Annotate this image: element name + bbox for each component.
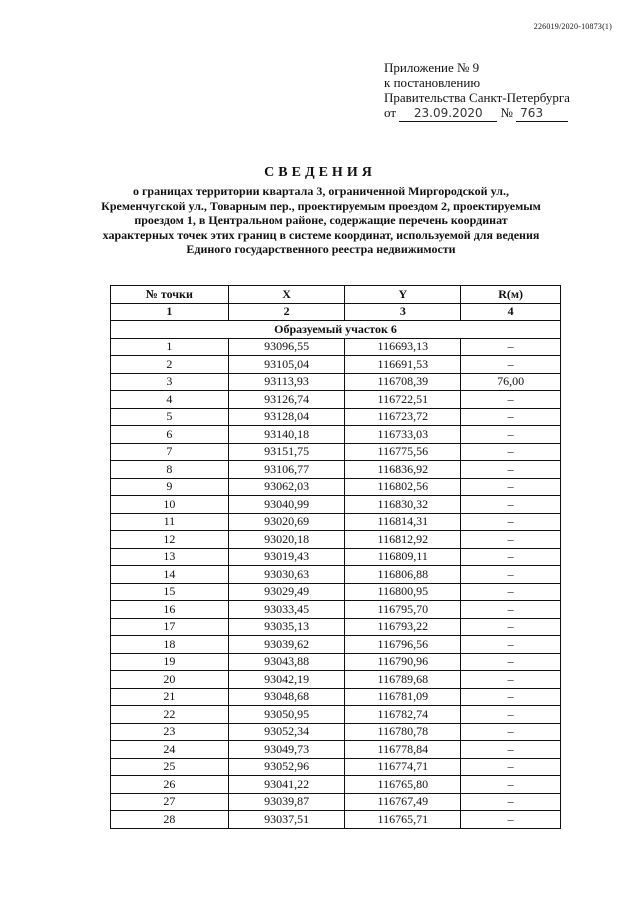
y-coordinate-cell: 116782,74 <box>345 706 461 724</box>
table-row <box>111 776 561 794</box>
x-coordinate-cell: 93052,96 <box>228 758 345 776</box>
handwritten-date: 23.09.2020 <box>399 106 497 122</box>
point-number-cell: 22 <box>111 706 229 724</box>
table-row <box>111 408 561 426</box>
point-number-cell: 19 <box>111 653 229 671</box>
point-number-cell: 15 <box>111 583 229 601</box>
table-row <box>111 741 561 759</box>
radius-cell: – <box>461 566 561 584</box>
point-number-cell: 27 <box>111 793 229 811</box>
y-coordinate-cell: 116802,56 <box>345 478 461 496</box>
radius-cell: – <box>461 671 561 689</box>
document-number: 226019/2020-10873(1) <box>533 22 612 31</box>
point-number-cell: 2 <box>111 356 229 374</box>
radius-cell: – <box>461 513 561 531</box>
column-index-row <box>111 303 561 321</box>
radius-cell: – <box>461 758 561 776</box>
radius-cell: – <box>461 478 561 496</box>
y-coordinate-cell: 116793,22 <box>345 618 461 636</box>
radius-cell: – <box>461 338 561 356</box>
table-row <box>111 688 561 706</box>
radius-cell: – <box>461 636 561 654</box>
y-coordinate-cell: 116733,03 <box>345 426 461 444</box>
table-row <box>111 478 561 496</box>
table-row <box>111 723 561 741</box>
point-number-cell: 26 <box>111 776 229 794</box>
table-row <box>111 618 561 636</box>
y-coordinate-cell: 116767,49 <box>345 793 461 811</box>
x-coordinate-cell: 93050,95 <box>228 706 345 724</box>
table-row <box>111 426 561 444</box>
point-number-cell: 21 <box>111 688 229 706</box>
point-number-cell: 20 <box>111 671 229 689</box>
radius-cell: – <box>461 723 561 741</box>
index-cell: 2 <box>228 303 345 321</box>
x-coordinate-cell: 93151,75 <box>228 443 345 461</box>
x-coordinate-cell: 93042,19 <box>228 671 345 689</box>
y-coordinate-cell: 116775,56 <box>345 443 461 461</box>
index-cell: 3 <box>345 303 461 321</box>
table-row <box>111 373 561 391</box>
point-number-cell: 9 <box>111 478 229 496</box>
table-row <box>111 391 561 409</box>
x-coordinate-cell: 93019,43 <box>228 548 345 566</box>
x-coordinate-cell: 93037,51 <box>228 811 345 829</box>
y-coordinate-cell: 116774,71 <box>345 758 461 776</box>
coordinates-table <box>110 285 561 829</box>
point-number-cell: 25 <box>111 758 229 776</box>
point-number-cell: 24 <box>111 741 229 759</box>
point-number-cell: 8 <box>111 461 229 479</box>
radius-cell: – <box>461 741 561 759</box>
y-coordinate-cell: 116789,68 <box>345 671 461 689</box>
table-row <box>111 443 561 461</box>
table-row <box>111 793 561 811</box>
point-number-cell: 17 <box>111 618 229 636</box>
appendix-line-1: Приложение № 9 <box>384 60 480 75</box>
radius-cell: – <box>461 496 561 514</box>
table-row <box>111 566 561 584</box>
y-coordinate-cell: 116806,88 <box>345 566 461 584</box>
x-coordinate-cell: 93052,34 <box>228 723 345 741</box>
table-row <box>111 601 561 619</box>
x-coordinate-cell: 93029,49 <box>228 583 345 601</box>
x-coordinate-cell: 93062,03 <box>228 478 345 496</box>
point-number-cell: 28 <box>111 811 229 829</box>
x-coordinate-cell: 93128,04 <box>228 408 345 426</box>
x-coordinate-cell: 93126,74 <box>228 391 345 409</box>
x-coordinate-cell: 93048,68 <box>228 688 345 706</box>
table-row <box>111 461 561 479</box>
radius-cell: – <box>461 776 561 794</box>
radius-cell: – <box>461 793 561 811</box>
y-coordinate-cell: 116722,51 <box>345 391 461 409</box>
point-number-cell: 6 <box>111 426 229 444</box>
point-number-cell: 10 <box>111 496 229 514</box>
y-coordinate-cell: 116790,96 <box>345 653 461 671</box>
point-number-cell: 16 <box>111 601 229 619</box>
radius-cell: – <box>461 443 561 461</box>
y-coordinate-cell: 116780,78 <box>345 723 461 741</box>
y-coordinate-cell: 116809,11 <box>345 548 461 566</box>
y-coordinate-cell: 116691,53 <box>345 356 461 374</box>
x-coordinate-cell: 93035,13 <box>228 618 345 636</box>
y-coordinate-cell: 116708,39 <box>345 373 461 391</box>
table-row <box>111 706 561 724</box>
y-coordinate-cell: 116800,95 <box>345 583 461 601</box>
point-number-cell: 14 <box>111 566 229 584</box>
radius-cell: – <box>461 618 561 636</box>
table-row <box>111 636 561 654</box>
y-coordinate-cell: 116781,09 <box>345 688 461 706</box>
y-coordinate-cell: 116812,92 <box>345 531 461 549</box>
y-coordinate-cell: 116765,71 <box>345 811 461 829</box>
x-coordinate-cell: 93020,69 <box>228 513 345 531</box>
y-coordinate-cell: 116836,92 <box>345 461 461 479</box>
table-row <box>111 653 561 671</box>
table-row <box>111 811 561 829</box>
number-prefix: № <box>500 105 513 120</box>
point-number-cell: 11 <box>111 513 229 531</box>
point-number-cell: 1 <box>111 338 229 356</box>
radius-cell: – <box>461 548 561 566</box>
y-coordinate-cell: 116796,56 <box>345 636 461 654</box>
radius-cell: – <box>461 601 561 619</box>
section-title: Образуемый участок 6 <box>111 321 561 339</box>
handwritten-number: 763 <box>516 106 568 122</box>
radius-cell: – <box>461 811 561 829</box>
point-number-cell: 13 <box>111 548 229 566</box>
table-row <box>111 548 561 566</box>
x-coordinate-cell: 93140,18 <box>228 426 345 444</box>
x-coordinate-cell: 93043,88 <box>228 653 345 671</box>
table-row <box>111 531 561 549</box>
appendix-line-2: к постановлению <box>384 75 481 90</box>
table-row <box>111 496 561 514</box>
document-subtitle: о границах территории квартала 3, ограниченной Миргородской ул., Кременчугской ул., Товарным пер., проектируемым проездом 2, проектируемым проездом 1, в Центральном районе, содержащие перечень координат характерных точек этих границ в системе координат, используемой для ведения Единого государственного реестра недвижимости <box>101 184 541 256</box>
radius-cell: – <box>461 583 561 601</box>
x-coordinate-cell: 93039,87 <box>228 793 345 811</box>
header-x: X <box>228 286 345 304</box>
point-number-cell: 7 <box>111 443 229 461</box>
y-coordinate-cell: 116795,70 <box>345 601 461 619</box>
x-coordinate-cell: 93113,93 <box>228 373 345 391</box>
index-cell: 1 <box>111 303 229 321</box>
y-coordinate-cell: 116723,72 <box>345 408 461 426</box>
radius-cell: – <box>461 706 561 724</box>
point-number-cell: 4 <box>111 391 229 409</box>
y-coordinate-cell: 116778,84 <box>345 741 461 759</box>
section-row <box>111 321 561 339</box>
x-coordinate-cell: 93105,04 <box>228 356 345 374</box>
point-number-cell: 23 <box>111 723 229 741</box>
table-row <box>111 671 561 689</box>
x-coordinate-cell: 93020,18 <box>228 531 345 549</box>
radius-cell: – <box>461 391 561 409</box>
x-coordinate-cell: 93106,77 <box>228 461 345 479</box>
y-coordinate-cell: 116765,80 <box>345 776 461 794</box>
x-coordinate-cell: 93041,22 <box>228 776 345 794</box>
point-number-cell: 5 <box>111 408 229 426</box>
radius-cell: – <box>461 461 561 479</box>
radius-cell: – <box>461 653 561 671</box>
radius-cell: – <box>461 426 561 444</box>
y-coordinate-cell: 116814,31 <box>345 513 461 531</box>
table-row <box>111 758 561 776</box>
x-coordinate-cell: 93049,73 <box>228 741 345 759</box>
appendix-line-3: Правительства Санкт-Петербурга <box>384 90 570 105</box>
header-radius: R(м) <box>461 286 561 304</box>
point-number-cell: 3 <box>111 373 229 391</box>
point-number-cell: 18 <box>111 636 229 654</box>
y-coordinate-cell: 116830,32 <box>345 496 461 514</box>
radius-cell: 76,00 <box>461 373 561 391</box>
appendix-date-line <box>384 105 570 122</box>
y-coordinate-cell: 116693,13 <box>345 338 461 356</box>
radius-cell: – <box>461 531 561 549</box>
x-coordinate-cell: 93096,55 <box>228 338 345 356</box>
x-coordinate-cell: 93040,99 <box>228 496 345 514</box>
appendix-block <box>384 60 570 122</box>
x-coordinate-cell: 93039,62 <box>228 636 345 654</box>
header-row <box>111 286 561 304</box>
document-title: СВЕДЕНИЯ <box>264 165 376 180</box>
header-y: Y <box>345 286 461 304</box>
header-point: № точки <box>111 286 229 304</box>
date-prefix: от <box>384 105 397 120</box>
index-cell: 4 <box>461 303 561 321</box>
x-coordinate-cell: 93033,45 <box>228 601 345 619</box>
radius-cell: – <box>461 688 561 706</box>
table-row <box>111 338 561 356</box>
radius-cell: – <box>461 356 561 374</box>
table-row <box>111 513 561 531</box>
table-row <box>111 583 561 601</box>
point-number-cell: 12 <box>111 531 229 549</box>
x-coordinate-cell: 93030,63 <box>228 566 345 584</box>
radius-cell: – <box>461 408 561 426</box>
table-row <box>111 356 561 374</box>
